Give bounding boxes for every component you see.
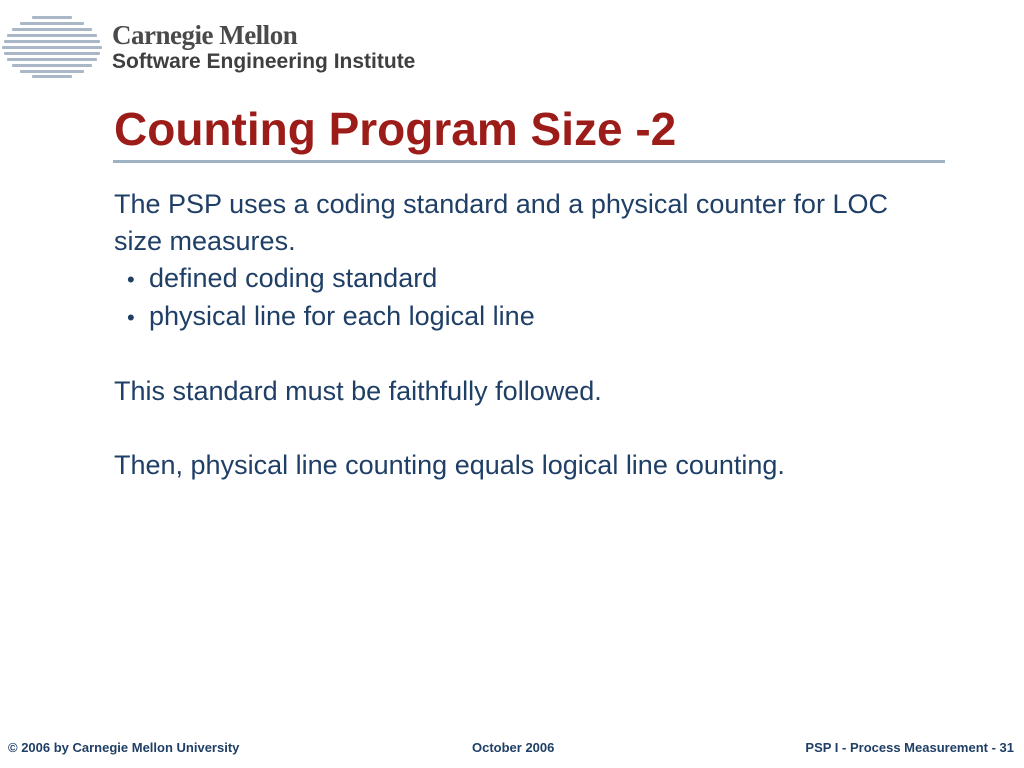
spacer [114,410,934,447]
footer-copyright: © 2006 by Carnegie Mellon University [8,740,240,755]
spacer [114,336,934,373]
bullet-text: physical line for each logical line [149,301,535,331]
slide-body [114,186,934,484]
bullet-item [127,298,934,336]
bullet-text: defined coding standard [149,263,438,293]
conclusion-paragraph: Then, physical line counting equals logical line counting. [114,450,785,480]
bullet-icon: • [127,267,135,292]
standard-paragraph: This standard must be faithfully followed. [114,376,602,406]
title-divider [113,160,945,163]
cmu-sei-striped-globe-icon [2,14,102,78]
intro-paragraph: The PSP uses a coding standard and a physical counter for LOC size measures. [114,189,888,256]
footer-date: October 2006 [472,740,555,755]
logo-university-name: Carnegie Mellon [112,20,298,50]
logo-institute-name: Software Engineering Institute [112,50,416,73]
slide-title: Counting Program Size -2 [114,103,677,155]
bullet-icon: • [127,305,135,330]
footer-page-label: PSP I - Process Measurement - 31 [805,740,1014,755]
bullet-list [114,260,934,336]
bullet-item [127,260,934,298]
institution-logo-text [112,22,415,72]
